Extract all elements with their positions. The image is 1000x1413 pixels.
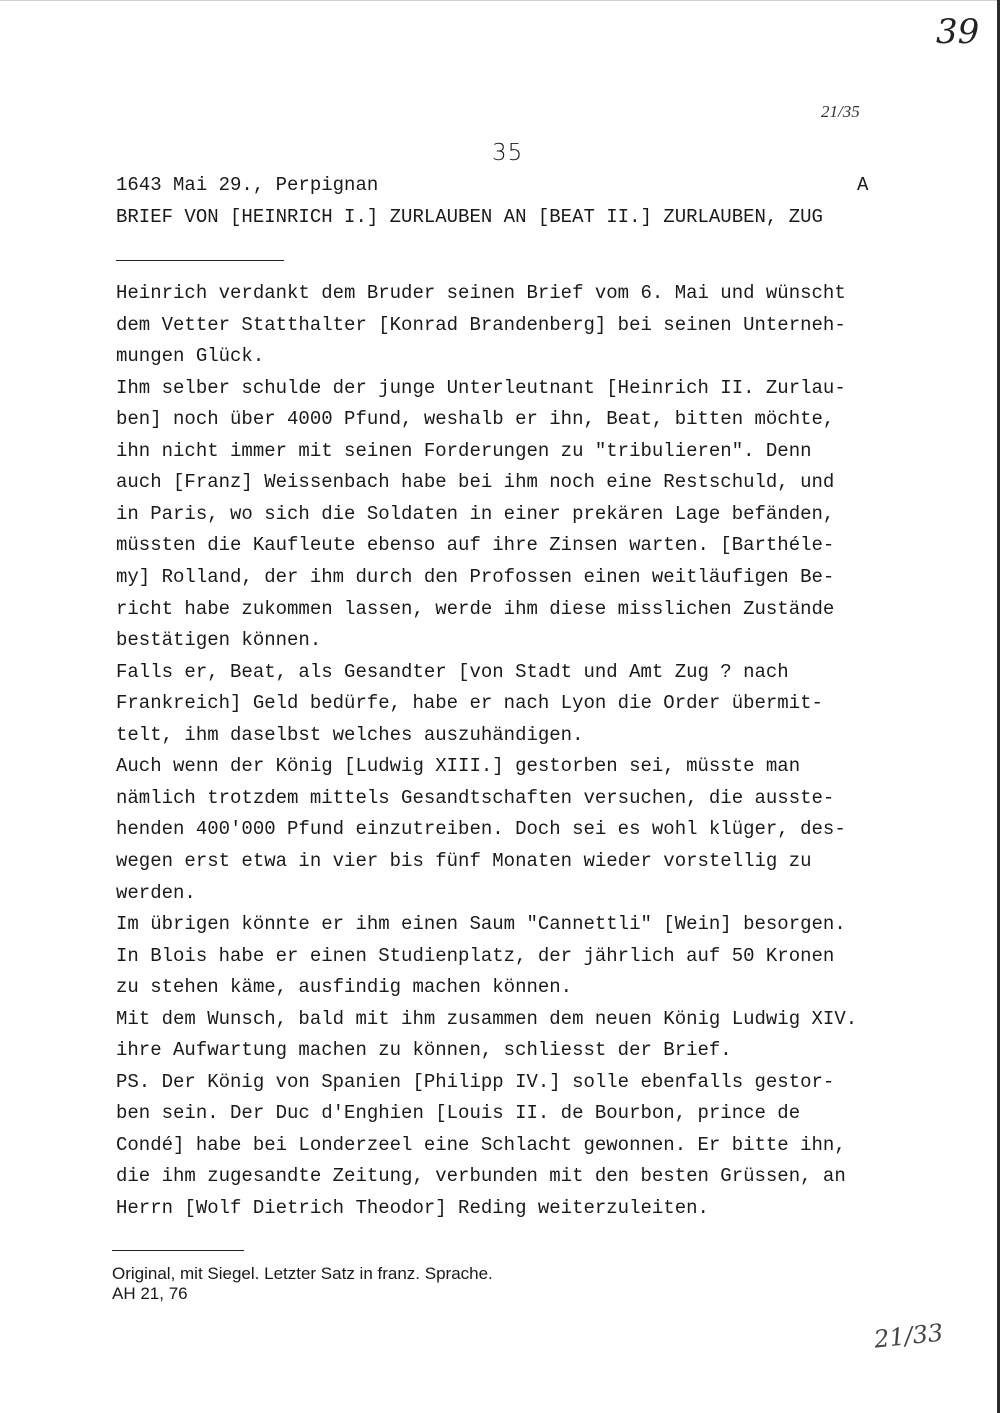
body-line: nämlich trotzdem mittels Gesandtschaften versuchen, die ausste-: [116, 786, 835, 809]
body-line: ben] noch über 4000 Pfund, weshalb er ihn, Beat, bitten möchte,: [116, 408, 835, 431]
archive-reference: AH 21, 76: [112, 1284, 188, 1303]
body-line: my] Rolland, der ihm durch den Profossen einen weitläufigen Be-: [116, 566, 835, 588]
body-line: In Blois habe er einen Studienplatz, der jährlich auf 50 Kronen: [116, 944, 835, 967]
body-line: Heinrich verdankt dem Bruder seinen Brief vom 6. Mai und wünscht: [116, 282, 846, 304]
body-line: Condé] habe bei Londerzeel eine Schlacht gewonnen. Er bitte ihn,: [116, 1133, 846, 1156]
type-marker: A: [857, 174, 869, 196]
body-line: Frankreich] Geld bedürfe, habe er nach Lyon die Order übermit-: [116, 692, 823, 715]
footnote-rule: [112, 1250, 244, 1251]
date-place: 1643 Mai 29., Perpignan: [116, 174, 379, 196]
body-line: ben sein. Der Duc d'Enghien [Louis II. de Bourbon, prince de: [116, 1102, 801, 1125]
body-line: Herrn [Wolf Dietrich Theodor] Reding weiterzuleiten.: [116, 1197, 709, 1219]
body-line: in Paris, wo sich die Soldaten in einer prekären Lage befänden,: [116, 502, 835, 525]
body-line: richt habe zukommen lassen, werde ihm diese misslichen Zustände: [116, 597, 835, 620]
body-line: Mit dem Wunsch, bald mit ihm zusammen dem neuen König Ludwig XIV.: [116, 1007, 858, 1030]
body-line: ihn nicht immer mit seinen Forderungen zu "tribulieren". Denn: [116, 439, 812, 462]
body-line: Falls er, Beat, als Gesandter [von Stadt und Amt Zug ? nach: [116, 660, 789, 683]
body-line: wegen erst etwa in vier bis fünf Monaten wieder vorstellig zu: [116, 849, 812, 872]
handwritten-stamp: 21/33: [872, 1318, 945, 1354]
title-rule: [116, 260, 284, 261]
document-number: 35: [492, 140, 524, 166]
body-line: henden 400'000 Pfund einzutreiben. Doch sei es wohl klüger, des-: [116, 818, 846, 841]
body-line: Auch wenn der König [Ludwig XIII.] gestorben sei, müsste man: [116, 755, 801, 778]
body-line: die ihm zugesandte Zeitung, verbunden mit den besten Grüssen, an: [116, 1165, 846, 1188]
folio-number: 39: [936, 12, 980, 52]
body-line: werden.: [116, 881, 196, 904]
scan-top-edge: [0, 0, 1000, 1]
body-line: mungen Glück.: [116, 345, 265, 368]
body-line: müssten die Kaufleute ebenso auf ihre Zinsen warten. [Barthéle-: [116, 534, 835, 557]
body-line: ihre Aufwartung machen zu können, schliesst der Brief.: [116, 1039, 732, 1062]
body-line: bestätigen können.: [116, 629, 322, 651]
body-line: PS. Der König von Spanien [Philipp IV.] solle ebenfalls gestor-: [116, 1070, 835, 1093]
body-line: auch [Franz] Weissenbach habe bei ihm noch eine Restschuld, und: [116, 471, 835, 494]
source-note: Original, mit Siegel. Letzter Satz in franz. Sprache.: [112, 1264, 493, 1283]
document-title: BRIEF VON [HEINRICH I.] ZURLAUBEN AN [BEAT II.] ZURLAUBEN, ZUG: [116, 206, 823, 228]
body-line: Ihm selber schulde der junge Unterleutnant [Heinrich II. Zurlau-: [116, 376, 846, 399]
body-line: telt, ihm daselbst welches auszuhändigen.: [116, 723, 584, 746]
reference-number: 21/35: [821, 102, 860, 121]
body-line: dem Vetter Statthalter [Konrad Brandenberg] bei seinen Unterneh-: [116, 313, 846, 336]
body-line: zu stehen käme, ausfindig machen können.: [116, 976, 573, 999]
body-line: Im übrigen könnte er ihm einen Saum "Cannettli" [Wein] besorgen.: [116, 913, 846, 935]
